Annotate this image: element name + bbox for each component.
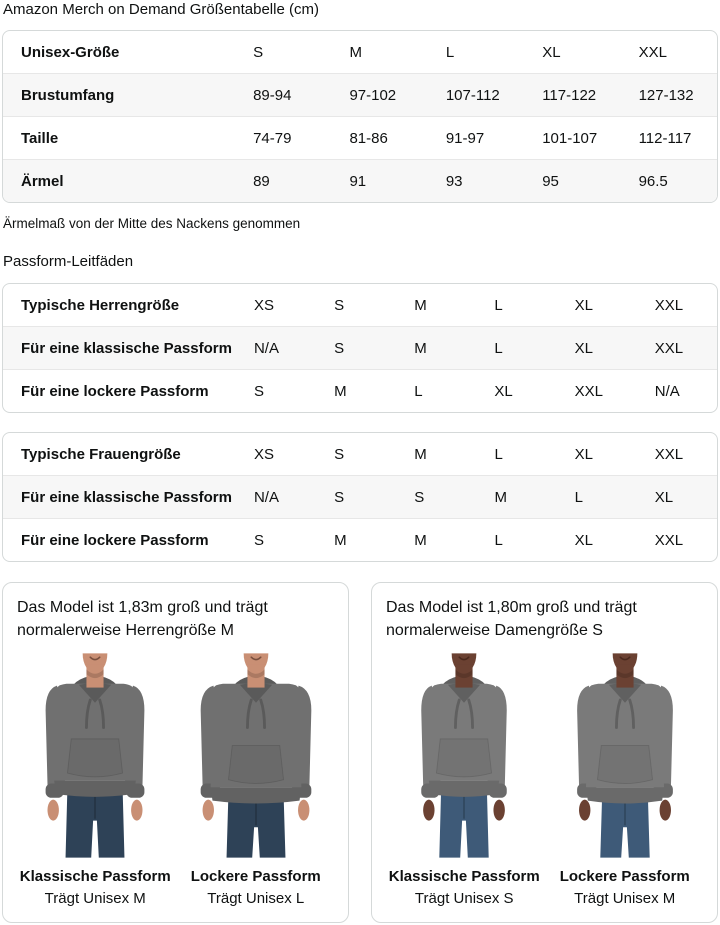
- size-cell: N/A: [637, 370, 717, 413]
- row-label: Typische Herrengröße: [21, 296, 180, 314]
- size-cell: L: [494, 296, 503, 314]
- size-cell: L: [494, 445, 503, 463]
- classic-fit-column: [15, 649, 176, 908]
- size-cell: L: [396, 370, 476, 413]
- fit-label: Klassische Passform: [19, 868, 171, 885]
- page-title: Amazon Merch on Demand Größentabelle (cm): [3, 1, 319, 18]
- model-description: Das Model ist 1,83m groß und trägt normalerweise Herrengröße M: [17, 599, 268, 639]
- size-cell: XL: [637, 476, 717, 519]
- fit-size-label: Trägt Unisex M: [574, 890, 676, 907]
- size-cell: L: [476, 327, 556, 370]
- row-label: Brustumfang: [3, 74, 235, 117]
- value-cell: 74-79: [235, 117, 331, 160]
- womens-fit-table: [2, 432, 718, 562]
- size-cell: XS: [253, 445, 274, 463]
- row-label: Ärmel: [3, 160, 235, 203]
- size-cell: L: [476, 519, 556, 562]
- table-row: [3, 284, 717, 327]
- size-cell: S: [253, 43, 264, 61]
- size-cell: XXL: [637, 519, 717, 562]
- size-cell: XS: [253, 296, 274, 314]
- size-cell: XXL: [654, 445, 684, 463]
- row-label: Für eine klassische Passform: [3, 327, 236, 370]
- fit-label: Klassische Passform: [388, 868, 540, 885]
- size-cell: N/A: [236, 327, 316, 370]
- model-cards: [2, 582, 718, 923]
- model-photo: [176, 649, 337, 862]
- value-cell: 107-112: [428, 74, 524, 117]
- size-cell: S: [334, 296, 345, 314]
- value-cell: 89-94: [235, 74, 331, 117]
- table-row: [3, 519, 717, 562]
- unisex-size-table: [2, 30, 718, 203]
- table-row: [3, 327, 717, 370]
- female-model-card: [371, 582, 718, 923]
- size-cell: M: [316, 370, 396, 413]
- size-cell: S: [316, 476, 396, 519]
- value-cell: 97-102: [331, 74, 427, 117]
- value-cell: 91: [331, 160, 427, 203]
- table-row: [3, 476, 717, 519]
- loose-fit-column: [176, 649, 337, 908]
- value-cell: 101-107: [524, 117, 620, 160]
- size-cell: S: [316, 327, 396, 370]
- size-cell: L: [557, 476, 637, 519]
- model-photo: [15, 649, 176, 862]
- value-cell: 93: [428, 160, 524, 203]
- size-cell: L: [445, 43, 455, 61]
- row-label: Für eine lockere Passform: [3, 370, 236, 413]
- size-cell: S: [236, 519, 316, 562]
- fit-size-label: Trägt Unisex S: [414, 890, 514, 907]
- womens-fit-table-grid: [3, 433, 717, 561]
- size-cell: XL: [542, 43, 561, 61]
- size-cell: M: [396, 519, 476, 562]
- table-row: [3, 74, 717, 117]
- size-cell: M: [349, 43, 362, 61]
- size-cell: XL: [557, 327, 637, 370]
- size-cell: XXL: [557, 370, 637, 413]
- classic-fit-column: [384, 649, 545, 908]
- fit-label: Lockere Passform: [559, 868, 690, 885]
- size-cell: XL: [557, 519, 637, 562]
- row-label: Typische Frauengröße: [21, 445, 181, 463]
- fit-guides-heading: Passform-Leitfäden: [3, 253, 134, 270]
- model-photo: [545, 649, 706, 862]
- mens-fit-table-grid: [3, 284, 717, 412]
- male-model-card: [2, 582, 349, 923]
- row-label: Unisex-Größe: [21, 43, 120, 61]
- loose-fit-column: [545, 649, 706, 908]
- value-cell: 95: [524, 160, 620, 203]
- size-cell: M: [396, 327, 476, 370]
- table-row: [3, 433, 717, 476]
- size-cell: N/A: [236, 476, 316, 519]
- table-row: [3, 160, 717, 203]
- value-cell: 96.5: [621, 160, 717, 203]
- row-label: Taille: [3, 117, 235, 160]
- size-cell: XL: [574, 296, 593, 314]
- size-cell: XXL: [638, 43, 667, 61]
- value-cell: 81-86: [331, 117, 427, 160]
- size-cell: S: [236, 370, 316, 413]
- value-cell: 127-132: [621, 74, 717, 117]
- value-cell: 91-97: [428, 117, 524, 160]
- fit-photos: [15, 649, 336, 908]
- table-row: [3, 117, 717, 160]
- fit-photos: [384, 649, 705, 908]
- fit-size-label: Trägt Unisex L: [207, 890, 305, 907]
- size-cell: S: [334, 445, 345, 463]
- row-label: Für eine lockere Passform: [3, 519, 236, 562]
- sleeve-measure-footnote: Ärmelmaß von der Mitte des Nackens genommen: [3, 216, 301, 231]
- unisex-size-table-grid: [3, 31, 717, 202]
- model-description: Das Model ist 1,80m groß und trägt normalerweise Damengröße S: [386, 599, 637, 639]
- table-row: [3, 370, 717, 413]
- size-cell: XXL: [637, 327, 717, 370]
- fit-label: Lockere Passform: [190, 868, 321, 885]
- size-cell: M: [414, 296, 427, 314]
- fit-size-label: Trägt Unisex M: [44, 890, 146, 907]
- size-cell: M: [476, 476, 556, 519]
- size-cell: M: [414, 445, 427, 463]
- row-label: Für eine klassische Passform: [3, 476, 236, 519]
- model-photo: [384, 649, 545, 862]
- mens-fit-table: [2, 283, 718, 413]
- value-cell: 89: [235, 160, 331, 203]
- value-cell: 117-122: [524, 74, 620, 117]
- size-cell: XL: [574, 445, 593, 463]
- size-cell: M: [316, 519, 396, 562]
- value-cell: 112-117: [621, 117, 717, 160]
- size-cell: XXL: [654, 296, 684, 314]
- size-cell: S: [396, 476, 476, 519]
- size-cell: XL: [476, 370, 556, 413]
- table-header-row: [3, 31, 717, 74]
